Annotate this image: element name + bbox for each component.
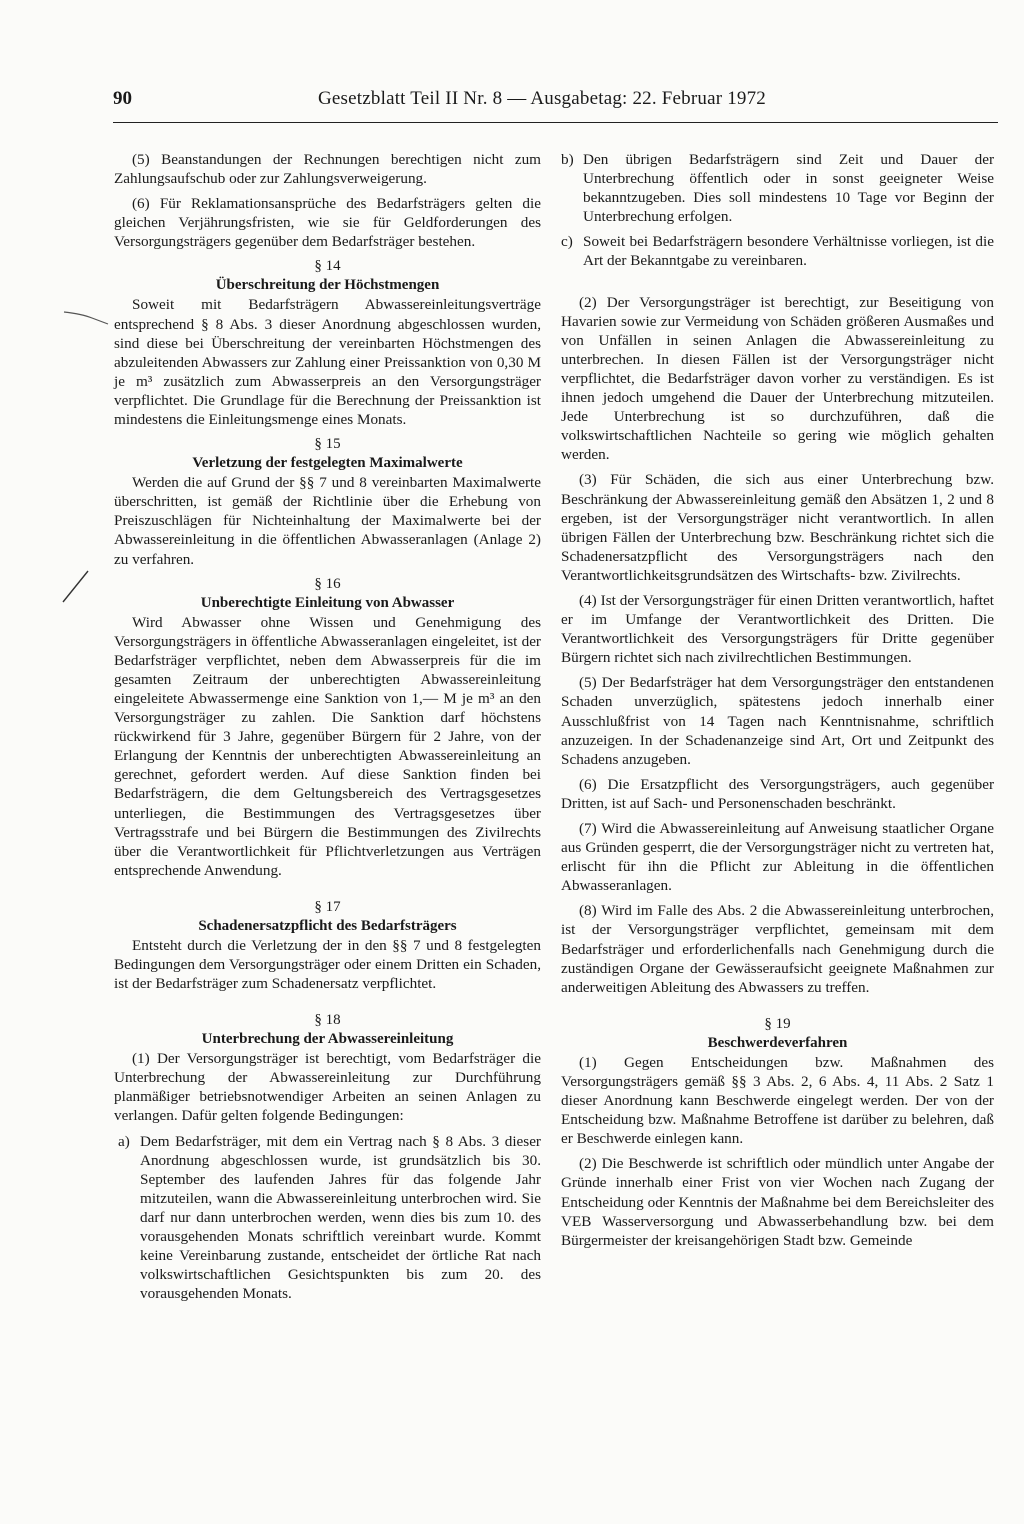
section-title: Beschwerdeverfahren: [707, 1034, 848, 1051]
section-15-text: Werden die auf Grund der §§ 7 und 8 vereinbarten Maximalwerte überschritten, ist gemäß der Richtlinie über die Erhebung von Preiszuschlägen für Nichteinhaltung der Maximalwerte bei der Abwassereinleitung in die öffentlichen Abwasseranlagen (Anlage 2) zu verfahren.: [114, 474, 541, 568]
paragraph-5: (5) Beanstandungen der Rechnungen berechtigen nicht zum Zahlungsaufschub oder zur Zahlungsverweigerung.: [114, 151, 541, 188]
section-title: Unterbrechung der Abwassereinleitung: [201, 1031, 454, 1048]
section-title: Unberechtigte Einleitung von Abwasser: [200, 594, 455, 611]
section-16-heading: [114, 575, 541, 613]
list-item-b: [561, 150, 994, 226]
paragraph-4: (4) Ist der Versorgungsträger für einen Dritten verantwortlich, haftet er im Umfange der Verantwortlichkeit des Dritten. Die Verantwortlichkeit des Versorgungsträgers für Dritte gegenüber Bürgern richtet sich nach zivilrechtlichen Bestimmungen.: [561, 591, 994, 667]
section-18-paragraph-1: (1) Der Versorgungsträger ist berechtigt, vom Bedarfsträger die Unterbrechung der Abwassereinleitung zur Durchführung planmäßiger betriebsnotwendiger Arbeiten an seinen Anlagen zu verlangen. Dafür gelten folgende Bedingungen:: [114, 1050, 541, 1125]
section-number: § 19: [764, 1015, 791, 1032]
list-marker: a): [118, 1132, 130, 1150]
page-number: 90: [113, 88, 132, 109]
page-header: [113, 88, 998, 123]
list-marker: b): [561, 151, 574, 168]
section-title: Überschreitung der Höchstmengen: [215, 277, 440, 294]
section-16-text: Wird Abwasser ohne Wissen und Genehmigung des Versorgungsträgers in öffentliche Abwasseranlagen eingeleitet, ist der Bedarfsträger verpflichtet, neben dem Abwasserpreis für die im gesamten Zeitraum der unberechtigten Abwassereinleitung eingeleitete Abwassermenge eine Sanktion von 1,— M je m³ an den Versorgungsträger zu zahlen. Die Sanktion darf höchstens rückwirkend für 3 Jahre, gegenüber Bürgern für 2 Jahre, von der Erlangung der Kenntnis der unberechtigten Abwassereinleitung an gerechnet, gefordert werden. Auf diese Sanktion finden bei Bedarfsträgern, die dem Geltungsbereich des Vertragsgesetzes unterliegen, die Bestimmungen des Vertragsgesetzes über Vertragsstrafe und bei Bürgern die Bestimmungen des Zivilrechts über die Verantwortlichkeit für Pflichtverletzungen aus Verträgen entsprechende Anwendung.: [114, 613, 541, 879]
section-number: § 18: [314, 1012, 341, 1029]
section-number: § 17: [314, 898, 341, 915]
paragraph-6: (6) Die Ersatzpflicht des Versorgungsträgers, auch gegenüber Dritten, ist auf Sach- und Personenschaden beschränkt.: [561, 775, 994, 812]
paragraph-8: (8) Wird im Falle des Abs. 2 die Abwassereinleitung unterbrochen, ist der Versorgungsträger verpflichtet, gemeinsam mit dem Bedarfsträger und erforderlichenfalls nach Genehmigung durch die zuständigen Organe der Gewässeraufsicht geeignete Maßnahmen zur anderweitigen Ableitung des Abwassers zu treffen.: [561, 902, 994, 996]
paragraph-7: (7) Wird die Abwassereinleitung auf Anweisung staatlicher Organe aus Gründen gesperrt, die der Versorgungsträger nicht zu vertreten hat, erlischt für ihn die Pflicht zur Ableitung in die öffentlichen Abwasseranlagen.: [561, 820, 994, 895]
list-item-text: Soweit bei Bedarfsträgern besondere Verhältnisse vorliegen, ist die Art der Bekanntgabe zu vereinbaren.: [583, 233, 994, 270]
section-19-heading: [561, 1015, 994, 1053]
left-column: [114, 150, 541, 1309]
paragraph-5: (5) Der Bedarfsträger hat dem Versorgungsträger den entstandenen Schaden unverzüglich, spätestens jedoch innerhalb einer Ausschlußfrist von 14 Tagen nach Kenntnisnahme, schriftlich anzuzeigen. In der Schadenanzeige sind Art, Ort und Zeitpunkt des Schadens anzugeben.: [561, 674, 994, 768]
pencil-slash-icon: [58, 568, 94, 606]
section-17-text: Entsteht durch die Verletzung der in den §§ 7 und 8 festgelegten Bedingungen dem Versorgungsträger oder einem Dritten ein Schaden, ist der Bedarfsträger zum Schadenersatz verpflichtet.: [114, 936, 541, 993]
section-18-heading: [114, 1011, 541, 1049]
list-item-text: Dem Bedarfsträger, mit dem ein Vertrag nach § 8 Abs. 3 dieser Anordnung abgeschlossen wurde, ist grundsätzlich bis 30. September des laufenden Jahres für das folgende Jahr mitzuteilen, wann die Abwassereinleitung unterbrochen wird. Sie darf nur dann unterbrochen werden, wenn dies bis zum 10. des vorausgehenden Monats schriftlich vereinbart wurde. Kommt keine Vereinbarung zustande, entscheidet der örtliche Rat nach volkswirtschaftlichen Gesichtspunkten bis zum 20. des vorausgehenden Monats.: [140, 1132, 541, 1303]
list-item-a: [118, 1132, 541, 1304]
list-item-c: [561, 232, 994, 270]
section-title: Verletzung der festgelegten Maximalwerte: [192, 455, 463, 472]
section-17-heading: [114, 898, 541, 936]
paragraph-6: (6) Für Reklamationsansprüche des Bedarfsträgers gelten die gleichen Verjährungsfristen, wie sie für Geldforderungen des Versorgungsträgers gegenüber dem Bedarfsträger bestehen.: [114, 195, 541, 251]
section-19-paragraph-2: (2) Die Beschwerde ist schriftlich oder mündlich unter Angabe der Gründe innerhalb einer Frist von vier Wochen nach Zugang der Entscheidung oder Kenntnis der Maßnahme bei dem Bereichsleiter des VEB Wasserversorgung und Abwasserbehandlung bzw. bei dem Bürgermeister der kreisangehörigen Stadt bzw. Gemeinde: [561, 1155, 994, 1249]
section-14-heading: [114, 257, 541, 295]
section-number: § 14: [314, 258, 341, 275]
section-title: Schadenersatzpflicht des Bedarfsträgers: [198, 917, 457, 934]
pencil-mark-icon: [62, 308, 112, 328]
section-19-paragraph-1: (1) Gegen Entscheidungen bzw. Maßnahmen des Versorgungsträgers gemäß §§ 3 Abs. 2, 6 Abs. 4, 11 Abs. 2 Satz 1 dieser Anordnung kann Beschwerde eingelegt werden. Der von der Entscheidung bzw. Maßnahme Betroffene ist darüber zu belehren, daß er Beschwerde einlegen kann.: [561, 1053, 994, 1148]
section-15-heading: [114, 435, 541, 473]
section-number: § 15: [314, 436, 341, 453]
right-column: [561, 150, 994, 1250]
gazette-title: Gesetzblatt Teil II Nr. 8 — Ausgabetag: 22. Februar 1972: [318, 88, 767, 109]
list-item-text: Den übrigen Bedarfsträgern sind Zeit und Dauer der Unterbrechung öffentlich oder in sonst geeigneter Weise bekanntzugeben. Dies soll mindestens 10 Tage vor Beginn der Unterbrechung erfolgen.: [583, 151, 994, 226]
section-number: § 16: [314, 575, 341, 592]
paragraph-3: (3) Für Schäden, die sich aus einer Unterbrechung bzw. Beschränkung der Abwassereinleitung gemäß den Absätzen 1, 2 und 8 ergeben, ist der Versorgungsträger nicht verantwortlich. In allen übrigen Fällen der Unterbrechung bzw. Beschränkung richtet sich die Schadenersatzpflicht des Versorgungsträgers nach den Verantwortlichkeitsgrundsätzen des Wirtschafts- bzw. Zivilrechts.: [561, 471, 994, 584]
paragraph-2: (2) Der Versorgungsträger ist berechtigt, zur Beseitigung von Havarien sowie zur Vermeidung von Schäden größeren Ausmaßes und von Unfällen in seinen Anlagen die Abwassereinleitung zu unterbrechen. In diesen Fällen ist der Versorgungsträger nicht verpflichtet, die Bedarfsträger davon vorher zu verständigen. Es ist ihnen jedoch umgehend die Dauer der Unterbrechung mitzuteilen. Jede Unterbrechung ist so durchzuführen, daß die volkswirtschaftlichen Nachteile so gering wie möglich gehalten werden.: [561, 293, 994, 464]
section-14-text: Soweit mit Bedarfsträgern Abwassereinleitungsverträge entsprechend § 8 Abs. 3 dieser Anordnung abgeschlossen wurden, sind diese bei Überschreitung der vereinbarten Höchstmengen des abzuleitenden Abwassers zur Zahlung einer Preissanktion von 0,30 M je m³ zusätzlich zum Abwasserpreis an den Versorgungsträger verpflichtet. Die Grundlage für die Berechnung der Preissanktion ist mindestens die Einleitungsmenge eines Monats.: [114, 296, 541, 429]
list-marker: c): [561, 233, 573, 251]
